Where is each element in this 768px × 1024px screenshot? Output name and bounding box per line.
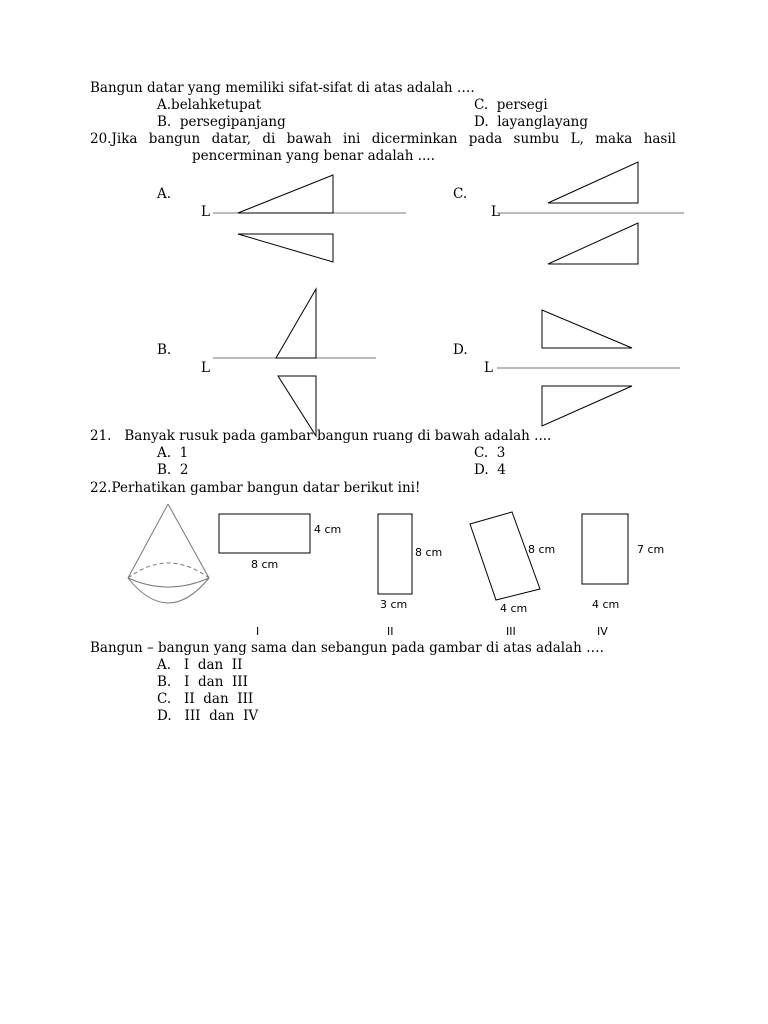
rect-iii-bottom-label: 4 cm bbox=[500, 602, 528, 615]
cone-lower-arc bbox=[128, 578, 209, 603]
cone-figure bbox=[128, 504, 209, 603]
cone-base-front-arc bbox=[128, 578, 209, 587]
triangle-original-a bbox=[238, 175, 333, 213]
option-text: I dan II bbox=[183, 657, 243, 673]
option-key: B. bbox=[157, 674, 172, 690]
option-text: 4 bbox=[497, 462, 506, 478]
question-number: 20. bbox=[90, 131, 112, 147]
option-key: C. bbox=[157, 691, 172, 707]
option-text: I dan III bbox=[184, 674, 248, 690]
roman-label-ii: II bbox=[387, 625, 394, 638]
rect-ii-side-label: 8 cm bbox=[415, 546, 443, 559]
cone-base-hidden-arc bbox=[128, 563, 209, 578]
option-text: persegipanjang bbox=[179, 114, 286, 130]
option-key: D. bbox=[157, 708, 172, 724]
q20-option-a-label[interactable]: A. bbox=[157, 186, 172, 202]
rect-iii-side-label: 8 cm bbox=[528, 543, 556, 556]
q21-option-b[interactable] bbox=[157, 462, 188, 479]
triangle-reflection-a bbox=[238, 234, 333, 262]
roman-label-iv: IV bbox=[597, 625, 608, 638]
option-key: A. bbox=[157, 97, 172, 113]
q21-option-c[interactable] bbox=[474, 445, 505, 462]
axis-label-c: L bbox=[491, 204, 500, 220]
reflection-figure-a bbox=[213, 175, 406, 262]
reflection-figure-b bbox=[213, 289, 376, 436]
q20-stem-line2: pencerminan yang benar adalah .... bbox=[192, 148, 435, 164]
axis-label-d: L bbox=[484, 360, 493, 376]
rectangle-ii bbox=[378, 514, 412, 594]
question-text: Perhatikan gambar bangun datar berikut ini! bbox=[111, 480, 421, 496]
option-key: A. bbox=[157, 445, 172, 461]
question-text: Jika bangun datar, di bawah ini dicerminkan pada sumbu L, maka hasil bbox=[111, 131, 676, 147]
question-text: Banyak rusuk pada gambar bangun ruang di bawah adalah .... bbox=[124, 428, 552, 444]
triangle-original-d bbox=[542, 310, 632, 348]
triangle-reflection-d bbox=[542, 386, 632, 426]
q21-option-a[interactable] bbox=[157, 445, 188, 462]
q19-stem: Bangun datar yang memiliki sifat-sifat di atas adalah …. bbox=[90, 80, 475, 96]
option-key: A. bbox=[157, 657, 172, 673]
triangle-original-c bbox=[548, 162, 638, 203]
triangle-reflection-b bbox=[278, 376, 316, 436]
rectangle-iii bbox=[470, 512, 540, 600]
option-key: D. bbox=[474, 114, 489, 130]
q22-option-d[interactable] bbox=[157, 708, 258, 725]
option-key: B. bbox=[157, 114, 172, 130]
option-key: C. bbox=[474, 445, 489, 461]
option-text: 2 bbox=[179, 462, 189, 478]
q20-option-d-label[interactable]: D. bbox=[453, 342, 468, 358]
rect-iv-bottom-label: 4 cm bbox=[592, 598, 620, 611]
q22-stem bbox=[90, 480, 420, 497]
option-text: 1 bbox=[179, 445, 189, 461]
rectangle-i bbox=[219, 514, 310, 553]
option-key: D. bbox=[474, 462, 489, 478]
rect-i-bottom-label: 8 cm bbox=[251, 558, 279, 571]
option-text: III dan IV bbox=[184, 708, 259, 724]
option-text: 3 bbox=[496, 445, 506, 461]
option-text: persegi bbox=[496, 97, 548, 113]
option-key: C. bbox=[474, 97, 489, 113]
rectangle-iv bbox=[582, 514, 628, 584]
q22-question: Bangun – bangun yang sama dan sebangun pada gambar di atas adalah …. bbox=[90, 640, 604, 656]
rect-i-side-label: 4 cm bbox=[314, 523, 342, 536]
rect-iv-side-label: 7 cm bbox=[637, 543, 665, 556]
option-text: layanglayang bbox=[497, 114, 588, 130]
q22-option-a[interactable] bbox=[157, 657, 242, 674]
option-text: belahketupat bbox=[171, 97, 262, 113]
option-text: II dan III bbox=[184, 691, 254, 707]
roman-label-i: I bbox=[256, 625, 260, 638]
triangle-original-b bbox=[276, 289, 316, 358]
option-key: B. bbox=[157, 462, 172, 478]
rect-ii-bottom-label: 3 cm bbox=[380, 598, 408, 611]
roman-label-iii: III bbox=[506, 625, 516, 638]
question-number: 21. bbox=[90, 428, 112, 444]
q20-option-b-label[interactable]: B. bbox=[157, 342, 172, 358]
question-number: 22. bbox=[90, 480, 112, 496]
reflection-figure-c bbox=[497, 162, 684, 264]
axis-label-a: L bbox=[201, 204, 210, 220]
q21-option-d[interactable] bbox=[474, 462, 506, 479]
q22-option-c[interactable] bbox=[157, 691, 253, 708]
q20-option-c-label[interactable]: C. bbox=[453, 186, 468, 202]
axis-label-b: L bbox=[201, 360, 210, 376]
reflection-figure-d bbox=[497, 310, 680, 426]
q21-stem bbox=[90, 428, 551, 445]
q22-option-b[interactable] bbox=[157, 674, 248, 691]
triangle-reflection-c bbox=[548, 223, 638, 264]
